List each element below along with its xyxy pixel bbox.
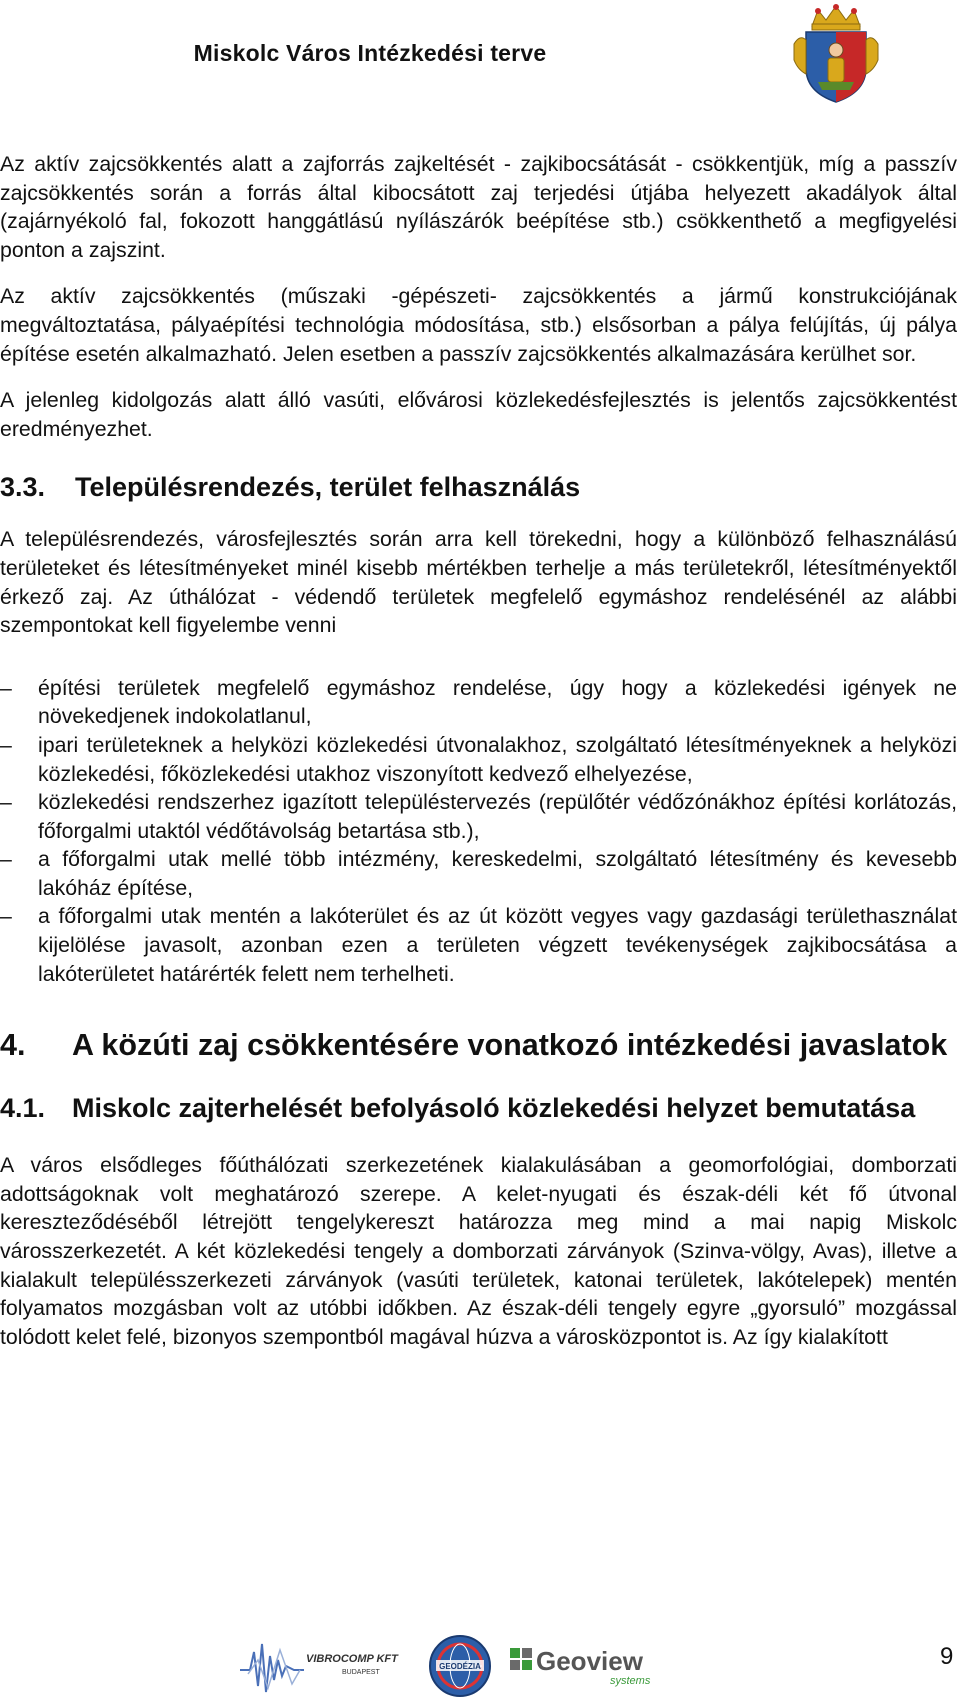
list-item: – építési területek megfelelő egymáshoz rendelése, úgy hogy a közlekedési igények ne növekedjenek indokolatlanul, (0, 675, 957, 729)
footer-logos (238, 1630, 678, 1700)
list-item: – közlekedési rendszerhez igazított településtervezés (repülőtér védőzónákhoz építési korlátozás, főforgalmi utaktól védőtávolság betartása stb.), (0, 790, 957, 843)
geoview-name: Geoview (536, 1646, 643, 1676)
section-3-3-heading (0, 471, 957, 503)
document-body (0, 150, 957, 1351)
page-number: 9 (940, 1643, 954, 1670)
page-header-title: Miskolc Város Intézkedési terve (193, 40, 547, 66)
section-title: A közúti zaj csökkentésére vonatkozó intézkedési javaslatok (72, 1028, 948, 1063)
section-3-3-intro: A településrendezés, városfejlesztés során arra kell törekedni, hogy a különböző felhasználású területeket és létesítményeket minél kisebb mértékben terhelje a más területekről, létesítményektől érkező zaj. Az úthálózat - védendő területek megfelelő egymáshoz rendelésénél az alábbi szempontokat kell figyelembe venni (0, 527, 957, 638)
dash-bullet: – (0, 904, 12, 929)
section-number: 4. (0, 1028, 26, 1063)
section-number: 3.3. (0, 472, 46, 503)
paragraph-active-noise-reduction: Az aktív zajcsökkentés (műszaki -gépészeti- zajcsökkentés a jármű konstrukciójának megváltoztatása, pályaépítési technológia módosítása, stb.) elsősorban a pálya felújítás, új pálya építése esetén alkalmazható. Jelen esetben a passzív zajcsökkentés alkalmazására kerülhet sor. (0, 284, 957, 366)
vibrocomp-name: VIBROCOMP KFT (306, 1653, 398, 1665)
vibrocomp-sub: BUDAPEST (342, 1669, 380, 1676)
geodezia-logo-icon (430, 1636, 490, 1696)
section-title: Településrendezés, terület felhasználás (75, 472, 581, 503)
section-4-heading (0, 1026, 957, 1064)
criteria-list (0, 674, 957, 989)
section-title: Miskolc zajterhelését befolyásoló közlekedési helyzet bemutatása (72, 1093, 916, 1124)
dash-bullet: – (0, 732, 12, 757)
list-item: – a főforgalmi utak mellé több intézmény, kereskedelmi, szolgáltató létesítmény és kevesebb lakóház építése, (0, 847, 957, 900)
geoview-sub: systems (610, 1675, 651, 1687)
list-item: – ipari területeknek a helyközi közlekedési útvonalakhoz, szolgáltató létesítményeknek a helyközi közlekedési, főközlekedési utakhoz viszonyított kedvező elhelyezése, (0, 732, 957, 786)
dash-bullet: – (0, 790, 12, 815)
section-number: 4.1. (0, 1093, 46, 1124)
city-coat-of-arms-icon (788, 4, 884, 104)
section-4-1-heading (0, 1092, 957, 1125)
paragraph-rail-development: A jelenleg kidolgozás alatt álló vasúti, elővárosi közlekedésfejlesztés is jelentős zajcsökkentést eredményezhet. (0, 388, 957, 441)
list-item: – a főforgalmi utak mentén a lakóterület és az út között vegyes vagy gazdasági területhasználat kijelölése javasolt, azonban ezen a területen végzett tevékenységek zajkibocsátása a lakóterületet határérték felett nem terhelheti. (0, 904, 957, 986)
dash-bullet: – (0, 847, 12, 872)
vibrocomp-logo-icon (240, 1644, 399, 1692)
section-4-1-text: A város elsődleges főúthálózati szerkezetének kialakulásában a geomorfológiai, domborzati adottságoknak volt meghatározó szerepe. A kelet-nyugati és észak-déli két fő útvonal kereszteződéséből létrejött tengelykereszt határozza meg mind a mai napig Miskolc városszerkezetét. A két közlekedési tengely a domborzati zárványok (Szinva-völgy, Avas), illetve a kialakult településszerkezeti zárványok (vasúti területek, katonai területek, lakótelepek) mentén folyamatos mozgásban volt az utóbbi időkben. Az észak-déli tengely egyre „gyorsuló” mozgással tolódott kelet felé, bizonyos szempontból magával húzva a városközpontot is. Az így kialakított (0, 1153, 957, 1349)
dash-bullet: – (0, 675, 12, 700)
geodezia-name: GEODÉZIA (439, 1662, 481, 1671)
paragraph-active-passive: Az aktív zajcsökkentés alatt a zajforrás zajkeltését - zajkibocsátását - csökkentjük, míg a passzív zajcsökkentés során a forrás által kibocsátott zaj terjedési útjába helyezett akadályok által (zajárnyékoló fal, fokozott hanggátlású nyílászárók beépítése stb.) csökkenthető a megfigyelési ponton a zajszint. (0, 152, 957, 262)
geoview-logo-icon (510, 1646, 651, 1687)
